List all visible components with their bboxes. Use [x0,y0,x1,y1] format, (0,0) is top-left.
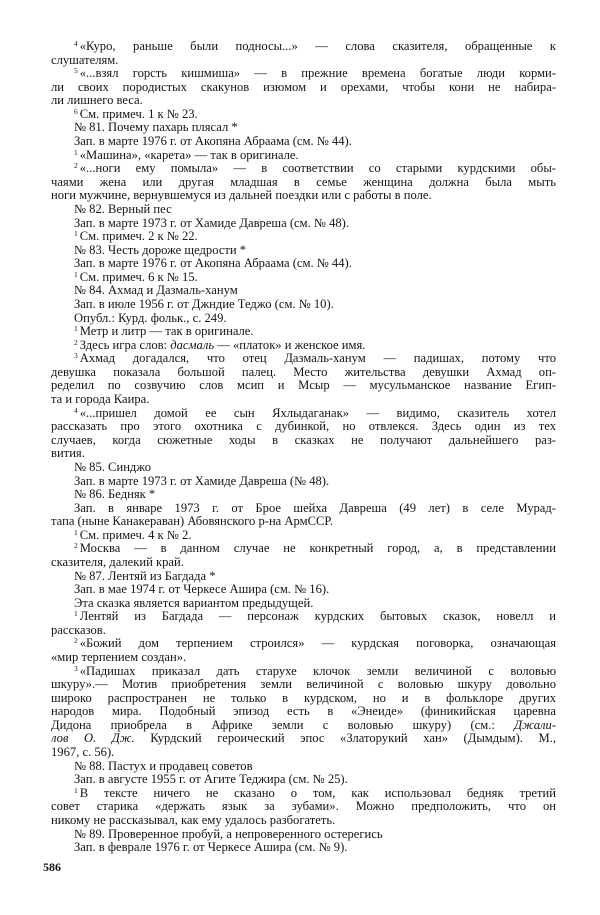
line-text: широко распространен не только в курдском, но и в фольклоре других [51,691,556,705]
line-text: № 88. Пастух и продавец советов [74,759,253,773]
line-text: Здесь игра слов: [79,338,171,352]
line-text: «Падишах приказал дать старухе клочок земли величиной с воловью [79,664,556,678]
footnote-number: 5 [74,67,78,76]
paragraph [51,841,556,855]
line-text: № 81. Почему пахарь плясал * [74,121,238,135]
text-line [51,542,556,556]
text-line [51,692,556,706]
paragraph [51,298,556,312]
text-line [51,447,556,461]
line-text: ределил по созвучию слов мсип и Мсыр — мусульманское название Егип- [51,379,556,393]
line-text: Зап. в марте 1973 г. от Хамиде Давреша (см. № 48). [74,216,350,230]
text-line [51,230,556,244]
line-text: Дидона приобрела в Африке земли с воловью шкуру) (см.: [51,718,515,732]
line-text: ли своих породистых скакунов изюмом и орехами, чтобы кони не набира- [51,80,556,94]
tale-heading [51,244,556,258]
text-line [51,257,556,271]
line-text: № 86. Бедняк * [74,488,156,502]
line-text: См. примеч. 2 к № 22. [79,230,198,244]
line-text: См. примеч. 6 к № 15. [79,270,198,284]
tale-heading [51,488,556,502]
footnote [51,637,556,664]
line-text: — «платок» и женское имя. [214,338,366,352]
line-text: 1967, с. 56). [51,746,115,760]
text-line [51,502,556,516]
text-line [51,393,556,407]
footnote-number: 1 [74,528,78,537]
text-line [51,420,556,434]
line-text: шкуру».— Мотив приобретения земли величиной с воловью шкуру довольно [51,678,556,692]
text-line [51,556,556,570]
footnote-number: 1 [74,610,78,619]
line-text: В тексте ничего не сказано о том, как использовал бедняк третий [79,786,556,800]
footnote [51,230,556,244]
footnote [51,108,556,122]
text-line [51,176,556,190]
paragraph [51,135,556,149]
footnote-number: 4 [74,40,78,48]
footnote [51,40,556,67]
line-text: «...взял горсть кишмиша» — в прежние времена богатые люди корми- [79,67,556,81]
line-text: Метр и литр — так в оригинале. [79,325,254,339]
page-number: 586 [43,860,61,874]
text-line [51,81,556,95]
line-text: Лентяй из Багдада — персонаж курдских бытовых сказок, новелл и [79,610,556,624]
line-text: сказителя, далекий край. [51,555,184,569]
text-line [51,760,556,774]
paragraph [51,502,556,529]
text-line [51,787,556,801]
line-text: рассказов. [51,623,106,637]
paragraph [51,597,556,611]
text-line [51,366,556,380]
line-text: № 89. Проверенное пробуй, а непроверенного остерегись [74,827,383,841]
text-line [51,637,556,651]
tale-heading [51,284,556,298]
line-text: случаев, когда сюжетные ходы в сказках не получают дальнейшего раз- [51,433,556,447]
line-text: № 83. Честь дороже щедрости * [74,243,247,257]
text-line [51,121,556,135]
text-line [51,665,556,679]
line-text: девушка показала большой палец. Место жительства девушки Ахмад оп- [51,365,556,379]
italic-text: лов О. Дж. [51,732,135,746]
line-text: № 84. Ахмад и Дазмаль-ханум [74,284,238,298]
paragraph [51,257,556,271]
text-line [51,108,556,122]
line-text: Зап. в марте 1973 г. от Хамиде Давреша (№ 48). [74,474,330,488]
line-text: Курдский героический эпос «Златорукий хан» (Дымдым). М., [134,732,556,746]
text-line [51,67,556,81]
footnote [51,407,556,461]
line-text: № 85. Синджо [74,460,152,474]
footnote-number: 1 [74,325,78,334]
footnote [51,352,556,406]
paragraph [51,312,556,326]
text-line [51,678,556,692]
text-line [51,284,556,298]
line-text: тапа (ныне Канакераван) Абовянского р-на АрмССР. [51,515,333,529]
text-line [51,841,556,855]
footnote [51,542,556,569]
paragraph [51,583,556,597]
tale-heading [51,570,556,584]
text-line [51,54,556,68]
line-text: слушателям. [51,53,119,67]
text-line [51,339,556,353]
line-text: См. примеч. 1 к № 23. [79,107,198,121]
line-text: «мир терпением создан». [51,651,187,665]
line-text: «Божий дом терпением строился» — курдская поговорка, означающая [79,637,556,651]
line-text: Москва — в данном случае не конкретный город, а, в представлении [79,542,556,556]
line-text: «...пришел домой ее сын Яхлыдаганак» — видимо, сказитель хотел [79,406,556,420]
text-line [51,149,556,163]
line-text: Зап. в январе 1973 г. от Брое шейха Давреша (49 лет) в селе Мурад- [74,501,556,515]
footnote-number: 3 [74,352,78,361]
footnote [51,610,556,637]
footnote-number: 2 [74,162,78,171]
line-text: ноги мужчине, вернувшемуся из дальней поездки или с работы в поле. [51,189,432,203]
tale-heading [51,121,556,135]
line-text: та и города Каира. [51,393,150,407]
text-line [51,203,556,217]
line-text: № 82. Верный пес [74,202,172,216]
text-line [51,610,556,624]
line-text: рассказать про этого охотника с дубинкой, но отвлекся. Здесь один из тех [51,420,556,434]
italic-text: дасмаль [170,338,215,352]
text-line [51,705,556,719]
line-text: Зап. в феврале 1976 г. от Черкесе Ашира (см. № 9). [74,841,348,855]
text-line [51,732,556,746]
text-line [51,597,556,611]
text-line [51,583,556,597]
footnote-number: 2 [74,637,78,646]
footnote-number: 1 [74,230,78,239]
footnote [51,325,556,339]
text-line [51,271,556,285]
text-line [51,40,556,54]
footnote-number: 2 [74,542,78,551]
footnote [51,149,556,163]
line-text: «...ноги ему помыла» — в соответствии со старыми курдскими обы- [79,162,556,176]
text-line [51,570,556,584]
text-line [51,135,556,149]
footnote [51,787,556,828]
footnote-number: 4 [74,406,78,415]
text-line [51,719,556,733]
line-text: ли лишнего веса. [51,94,143,108]
text-line [51,800,556,814]
paragraph [51,475,556,489]
tale-heading [51,760,556,774]
text-line [51,746,556,760]
text-line [51,189,556,203]
text-line [51,312,556,326]
text-line [51,298,556,312]
line-text: никому не рассказывал, как ему удалось разбогатеть. [51,813,336,827]
text-line [51,529,556,543]
paragraph [51,217,556,231]
text-line [51,651,556,665]
footnote-number: 1 [74,786,78,795]
text-line [51,461,556,475]
line-text: «Куро, раньше были подносы...» — слова сказителя, обращенные к [79,40,556,53]
line-text: народов мира. Подобный эпизод есть в «Энеиде» (финикийская царевна [51,705,556,719]
footnote-number: 3 [74,664,78,673]
tale-heading [51,203,556,217]
footnote [51,271,556,285]
text-line [51,352,556,366]
text-line [51,217,556,231]
line-text: Зап. в августе 1955 г. от Агите Теджира (см. № 25). [74,773,348,787]
line-text: совет старика «держать язык за зубами». Можно предположить, что он [51,800,556,814]
text-line [51,244,556,258]
line-text: Эта сказка является вариантом предыдущей. [74,596,314,610]
footnote-number: 6 [74,107,78,116]
text-line [51,94,556,108]
line-text: Зап. в марте 1976 г. от Акопяна Абраама (см. № 44). [74,135,352,149]
footnote [51,67,556,108]
text-line [51,434,556,448]
line-text: См. примеч. 4 к № 2. [79,528,192,542]
line-text: Зап. в июле 1956 г. от Джндие Теджо (см. № 10). [74,297,334,311]
footnote [51,162,556,203]
text-line [51,515,556,529]
line-text: Ахмад догадался, что отец Дазмаль-ханум — падишах, потому что [79,352,556,366]
document-body [51,40,556,855]
footnote-number: 1 [74,148,78,157]
text-line [51,475,556,489]
text-line [51,828,556,842]
text-line [51,488,556,502]
footnote [51,339,556,353]
text-line [51,624,556,638]
line-text: Опубл.: Курд. фольк., с. 249. [74,311,227,325]
footnote [51,529,556,543]
line-text: «Машина», «карета» — так в оригинале. [79,148,299,162]
line-text: вития. [51,447,85,461]
text-line [51,773,556,787]
footnote-number: 2 [74,338,78,347]
italic-text: Джали- [514,718,556,732]
text-line [51,162,556,176]
footnote-number: 1 [74,270,78,279]
line-text: Зап. в мае 1974 г. от Черкесе Ашира (см. № 16). [74,583,330,597]
line-text: чаями жена или другая младшая в семье женщина должна была мыть [51,175,556,189]
paragraph [51,773,556,787]
text-line [51,407,556,421]
footnote [51,665,556,760]
line-text: Зап. в марте 1976 г. от Акопяна Абраама (см. № 44). [74,257,352,271]
tale-heading [51,828,556,842]
line-text: № 87. Лентяй из Багдада * [74,569,216,583]
text-line [51,379,556,393]
tale-heading [51,461,556,475]
text-line [51,325,556,339]
text-line [51,814,556,828]
